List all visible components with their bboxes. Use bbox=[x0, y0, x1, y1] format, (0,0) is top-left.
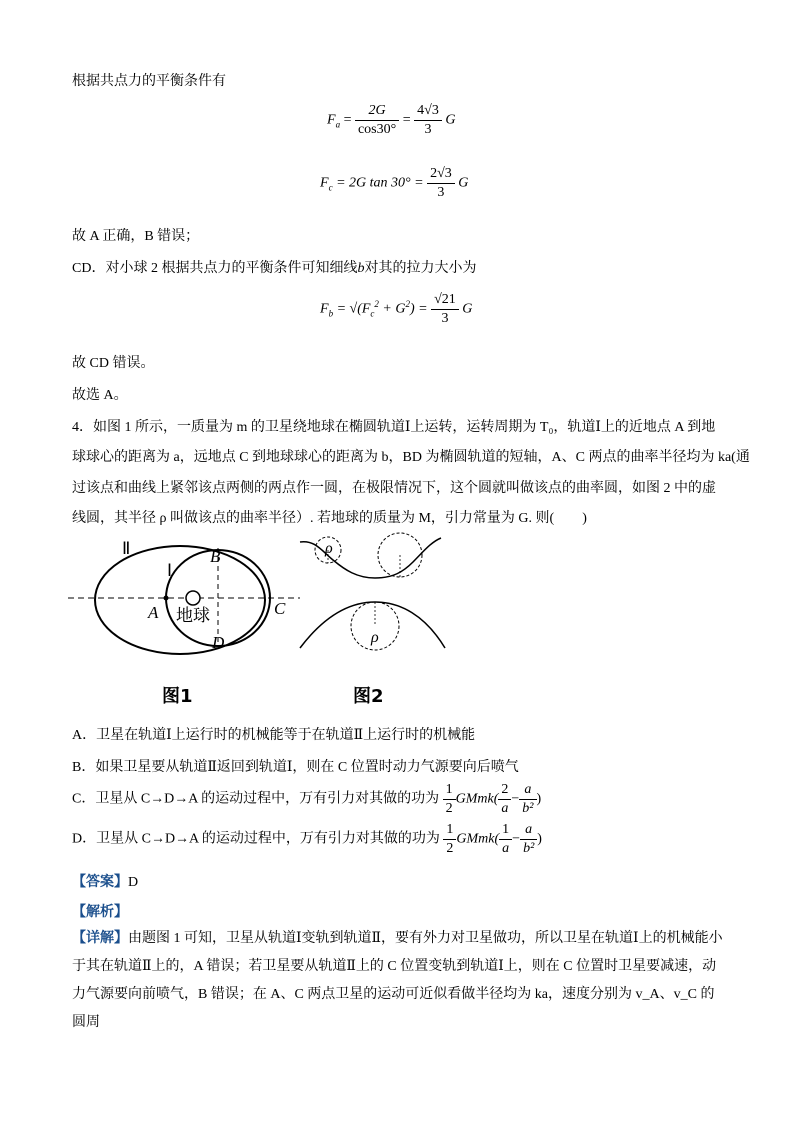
question-line-2: 球球心的距离为 a，远地点 C 到地球球心的距离为 b，BD 为椭圆轨道的短轴，A、C 两点的曲率半径均为 ka(通 bbox=[72, 450, 750, 465]
eq-fc-frac: $\frac{2√3}{3}$ bbox=[427, 166, 455, 201]
answer-tag: 【答案】 bbox=[72, 875, 128, 890]
label-rho-top: ρ bbox=[325, 540, 333, 557]
eq-fa-sub: a bbox=[335, 119, 341, 130]
cd-line: CD．对小球 2 根据共点力的平衡条件可知细线b对其的拉力大小为 bbox=[72, 261, 477, 276]
equation-fa bbox=[327, 103, 455, 138]
question-line-3: 过该点和曲线上紧邻该点两侧的两点作一圆，在极限情况下，这个圆就叫做该点的曲率圆，如图 2 中的虚 bbox=[72, 481, 716, 496]
label-earth: 地球 bbox=[176, 606, 210, 626]
figure-2 bbox=[295, 530, 455, 710]
equation-fc: $F_c = 2G$ tan 30° = $\frac{2√3}{3}$ G bbox=[320, 166, 469, 200]
intro-line: 根据共点力的平衡条件有 bbox=[72, 74, 226, 89]
option-b: B．如果卫星要从轨道Ⅱ返回到轨道Ⅰ，则在 C 位置时动力气源要向后喷气 bbox=[72, 760, 519, 775]
label-orbit-ii: Ⅱ bbox=[122, 539, 131, 558]
choose-a: 故选 A。 bbox=[72, 388, 128, 403]
eq-fa-frac1: $\frac{2G}{\cos 30^\circ}$ bbox=[355, 103, 399, 138]
eq-fa-tail: G bbox=[445, 112, 456, 128]
answer-line bbox=[72, 871, 138, 891]
eq-fb-frac: $\frac{√21}{3}$ bbox=[431, 292, 459, 327]
question-line-1: 4．如图 1 所示，一质量为 m 的卫星绕地球在椭圆轨道Ⅰ上运转，运转周期为 T₀，轨道Ⅰ上的近地点 A 到地 bbox=[72, 420, 716, 435]
option-c: C．卫星从 C→D→A 的运动过程中，万有引力对其做的功为 $\frac{1}{2}$ GMmk( $\frac{2}{a}$ − $\frac{a}{\text{b²}}$ ) bbox=[72, 782, 542, 816]
label-rho-bottom: ρ bbox=[371, 629, 379, 646]
analysis-text: 由题图 1 可知，卫星从轨道Ⅰ变轨到轨道Ⅱ，要有外力对卫星做功，所以卫星在轨道Ⅰ上的机械能小于其在轨道Ⅱ上的，A 错误；若卫星要从轨道Ⅱ上的 C 位置变轨到轨道Ⅰ上，则在 C 位置时卫星要减速，动力气源要向前喷气，B 错误；在 A、C 两点卫星的运动可近似看做半径均为 ka，速度分别为 v_A、v_C 的圆周 bbox=[72, 931, 723, 1030]
figure-1 bbox=[60, 530, 310, 710]
earth-circle bbox=[186, 591, 200, 605]
analysis-heading: 【解析】 bbox=[72, 905, 128, 920]
label-orbit-i: Ⅰ bbox=[167, 561, 173, 580]
eq-fa-lhs: F bbox=[327, 112, 336, 128]
label-a: A bbox=[148, 603, 159, 622]
wave-curve bbox=[300, 538, 441, 578]
question-line-4: 线圆，其半径 ρ 叫做该点的曲率半径）. 若地球的质量为 M，引力常量为 G. 则( ) bbox=[72, 511, 587, 526]
orbit-ii bbox=[95, 546, 265, 654]
conclusion-cd: 故 CD 错误。 bbox=[72, 356, 155, 371]
figure-2-caption: 图2 bbox=[353, 686, 384, 707]
eq-fa-eq2: = bbox=[402, 112, 411, 128]
option-a: A．卫星在轨道Ⅰ上运行时的机械能等于在轨道Ⅱ上运行时的机械能 bbox=[72, 728, 476, 743]
detail-tag: 【详解】 bbox=[72, 931, 128, 946]
label-c: C bbox=[274, 599, 286, 618]
equation-fb: $F_b = √(F_c^2 + G^2)$ = $\frac{√21}{3}$ G bbox=[320, 292, 473, 326]
answer-value: D bbox=[128, 875, 139, 890]
option-d: D．卫星从 C→D→A 的运动过程中，万有引力对其做的功为 $\frac{1}{2}$ GMmk( $\frac{1}{a}$ − $\frac{a}{\text{b²}}$ ) bbox=[72, 822, 542, 856]
conclusion-a: 故 A 正确，B 错误； bbox=[72, 229, 200, 244]
eq-fc-mid: = 2G tan 30° = bbox=[336, 175, 424, 191]
eq-fa-eq: = bbox=[343, 112, 352, 128]
point-a-dot bbox=[164, 596, 169, 601]
figure-1-caption: 图1 bbox=[162, 686, 193, 707]
eq-fa-frac2: $\frac{4√3}{3}$ bbox=[414, 103, 442, 138]
analysis-paragraph bbox=[72, 925, 726, 1037]
label-b: B bbox=[210, 547, 221, 566]
label-d: D bbox=[212, 633, 225, 652]
